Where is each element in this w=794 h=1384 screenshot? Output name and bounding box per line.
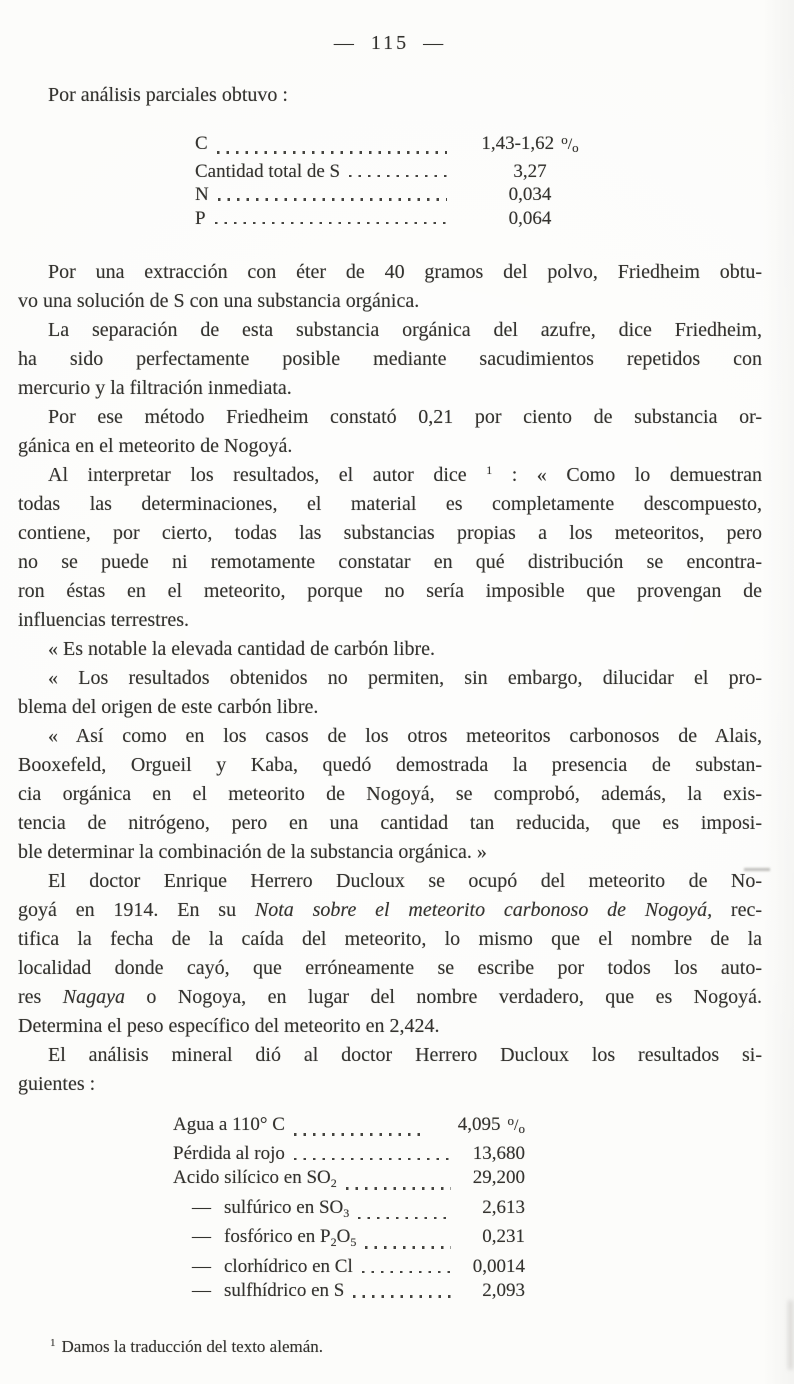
scan-artifact <box>744 868 770 871</box>
dot-leader <box>217 151 447 153</box>
text-line: « Es notable la elevada cantidad de carbón libre. <box>48 638 436 660</box>
percent-sign: $^o$/o <box>561 132 579 155</box>
table-row <box>173 1196 525 1226</box>
text-line: ha sido perfectamente posible mediante sacudimientos repetidos con <box>18 348 762 370</box>
row-label: C <box>195 133 208 154</box>
dash-marker: — <box>192 1280 211 1301</box>
text-line: mercurio y la filtración inmediata. <box>18 377 292 399</box>
text-segment: rec- <box>730 899 762 921</box>
body-text <box>18 258 762 1099</box>
footnote-reference: 1 <box>486 463 493 477</box>
footnote-text: Damos la traducción del texto alemán. <box>61 1336 324 1356</box>
page-number: — 115 — <box>333 32 447 54</box>
subscript: 2 <box>330 1176 337 1190</box>
dot-leader <box>349 175 447 177</box>
row-label: Pérdida al rojo <box>173 1142 285 1164</box>
text-line: Determina el peso específico del meteorito en 2,424. <box>18 1015 440 1037</box>
subscript: 2 <box>330 1235 337 1249</box>
text-line <box>18 983 762 1012</box>
table-row <box>195 160 605 184</box>
text-line: ron éstas en el meteorito, porque no sería imposible que provengan de <box>18 580 762 602</box>
row-label: clorhídrico en Cl <box>224 1255 353 1277</box>
text-line: « Los resultados obtenidos no permiten, sin embargo, dilucidar el pro- <box>48 667 762 689</box>
row-label: fosfórico en $P_2O_5$ <box>224 1226 357 1249</box>
footnote-marker: 1 <box>50 1336 56 1349</box>
row-label: Cantidad total de S <box>195 160 341 182</box>
text-line: gánica en el meteorito de Nogoyá. <box>18 435 293 457</box>
dot-leader <box>362 1271 451 1273</box>
table-row <box>195 128 605 160</box>
row-value: 0,064 <box>508 207 552 229</box>
text-segment: : « Como lo demuestran <box>511 464 763 486</box>
text-line: El doctor Enrique Herrero Ducloux se ocupó del meteorito de No- <box>48 870 762 892</box>
table-row <box>195 207 605 231</box>
text-segment: goyá en 1914. En su <box>18 899 237 921</box>
scan-artifact <box>788 1300 793 1370</box>
text-line: todas las determinaciones, el material es completamente descompuesto, <box>18 493 762 515</box>
row-value: 2,093 <box>482 1280 525 1301</box>
partial-analysis-table <box>18 128 762 230</box>
text-segment: Al interpretar los resultados, el autor dice <box>48 464 467 486</box>
row-value: 2,613 <box>482 1196 525 1218</box>
text-line: cia orgánica en el meteorito de Nogoyá, se comprobó, además, la exis- <box>18 783 762 805</box>
text-line: localidad donde cayó, que erróneamente se escribe por todos los auto- <box>18 957 762 979</box>
dot-leader <box>358 1217 451 1219</box>
row-value <box>455 128 605 160</box>
percent-sign: $^o$/o <box>507 1113 525 1136</box>
mineral-analysis-table <box>18 1109 762 1304</box>
row-label: sulfúrico en $SO_3$ <box>224 1196 350 1220</box>
text-line: Por ese método Friedheim constató 0,21 por ciento de substancia or- <box>48 406 762 428</box>
dash-marker: — <box>192 1226 211 1247</box>
row-value: 3,27 <box>513 160 547 182</box>
dot-leader <box>353 1295 451 1297</box>
text-line: Booxefeld, Orgueil y Kaba, quedó demostrada la presencia de substan- <box>18 754 762 776</box>
row-value: 29,200 <box>472 1167 525 1188</box>
dot-leader <box>365 1246 451 1248</box>
text-line: contiene, por cierto, todas las substancias propias a los meteoritos, pero <box>18 522 762 544</box>
row-value: 4,095 <box>457 1114 501 1135</box>
row-value: 0,0014 <box>472 1255 525 1277</box>
dash-marker: — <box>192 1196 211 1218</box>
text-line: La separación de esta substancia orgánica del azufre, dice Friedheim, <box>48 319 762 341</box>
dot-leader <box>218 198 447 200</box>
text-line: ble determinar la combinación de la substancia orgánica. » <box>18 841 487 863</box>
table-row <box>173 1255 525 1280</box>
table-row <box>173 1142 525 1167</box>
table-row <box>173 1166 525 1196</box>
text-line: tifica la fecha de la caída del meteorito, lo mismo que el nombre de la <box>18 928 762 950</box>
row-label: N <box>195 184 209 205</box>
text-line: no se puede ni remotamente constatar en qué distribución se encontra- <box>18 551 762 573</box>
intro-line: Por análisis parciales obtuvo : <box>48 84 288 106</box>
text-line: El análisis mineral dió al doctor Herrero Ducloux los resultados si- <box>48 1044 762 1066</box>
row-value: 0,034 <box>508 184 552 205</box>
subscript: 5 <box>350 1235 357 1249</box>
row-label: P <box>195 207 206 229</box>
italic-title: Nota sobre el meteorito carbonoso de Nogoyá, <box>254 899 713 921</box>
dot-leader <box>294 1133 427 1135</box>
table-row <box>195 183 605 207</box>
value-number: 1,43-1,62 <box>481 133 555 154</box>
row-label: sulfhídrico en S <box>224 1280 345 1301</box>
row-value: 0,231 <box>482 1226 525 1247</box>
italic-name: Nagaya <box>62 986 125 1008</box>
text-line: vo una solución de S con una substancia orgánica. <box>18 290 420 312</box>
text-segment: o Nogoya, en lugar del nombre verdadero, que es Nogoyá. <box>146 986 762 1008</box>
dot-leader <box>346 1187 451 1189</box>
text-line <box>18 461 762 490</box>
text-line: blema del origen de este carbón libre. <box>18 696 319 718</box>
dash-marker: — <box>192 1255 211 1277</box>
text-line: « Así como en los casos de los otros meteoritos carbonosos de Alais, <box>48 725 762 747</box>
text-line: guientes : <box>18 1073 96 1095</box>
dot-leader <box>215 222 447 224</box>
footnote <box>18 1332 762 1358</box>
text-line: influencias terrestres. <box>18 609 190 631</box>
dot-leader <box>294 1158 451 1160</box>
table-row <box>173 1279 525 1304</box>
text-line: tencia de nitrógeno, pero en una cantidad tan reducida, que es imposi- <box>18 812 762 834</box>
text-line: Por una extracción con éter de 40 gramos del polvo, Friedheim obtu- <box>48 261 762 283</box>
text-line <box>18 896 762 925</box>
row-label: Acido silícico en $SO_2$ <box>173 1167 337 1190</box>
row-label: Agua a 110° C <box>173 1114 285 1135</box>
row-value: 13,680 <box>472 1142 525 1164</box>
table-row <box>173 1225 525 1255</box>
subscript: 3 <box>343 1205 350 1220</box>
table-row <box>173 1109 525 1142</box>
text-segment: res <box>18 986 42 1008</box>
